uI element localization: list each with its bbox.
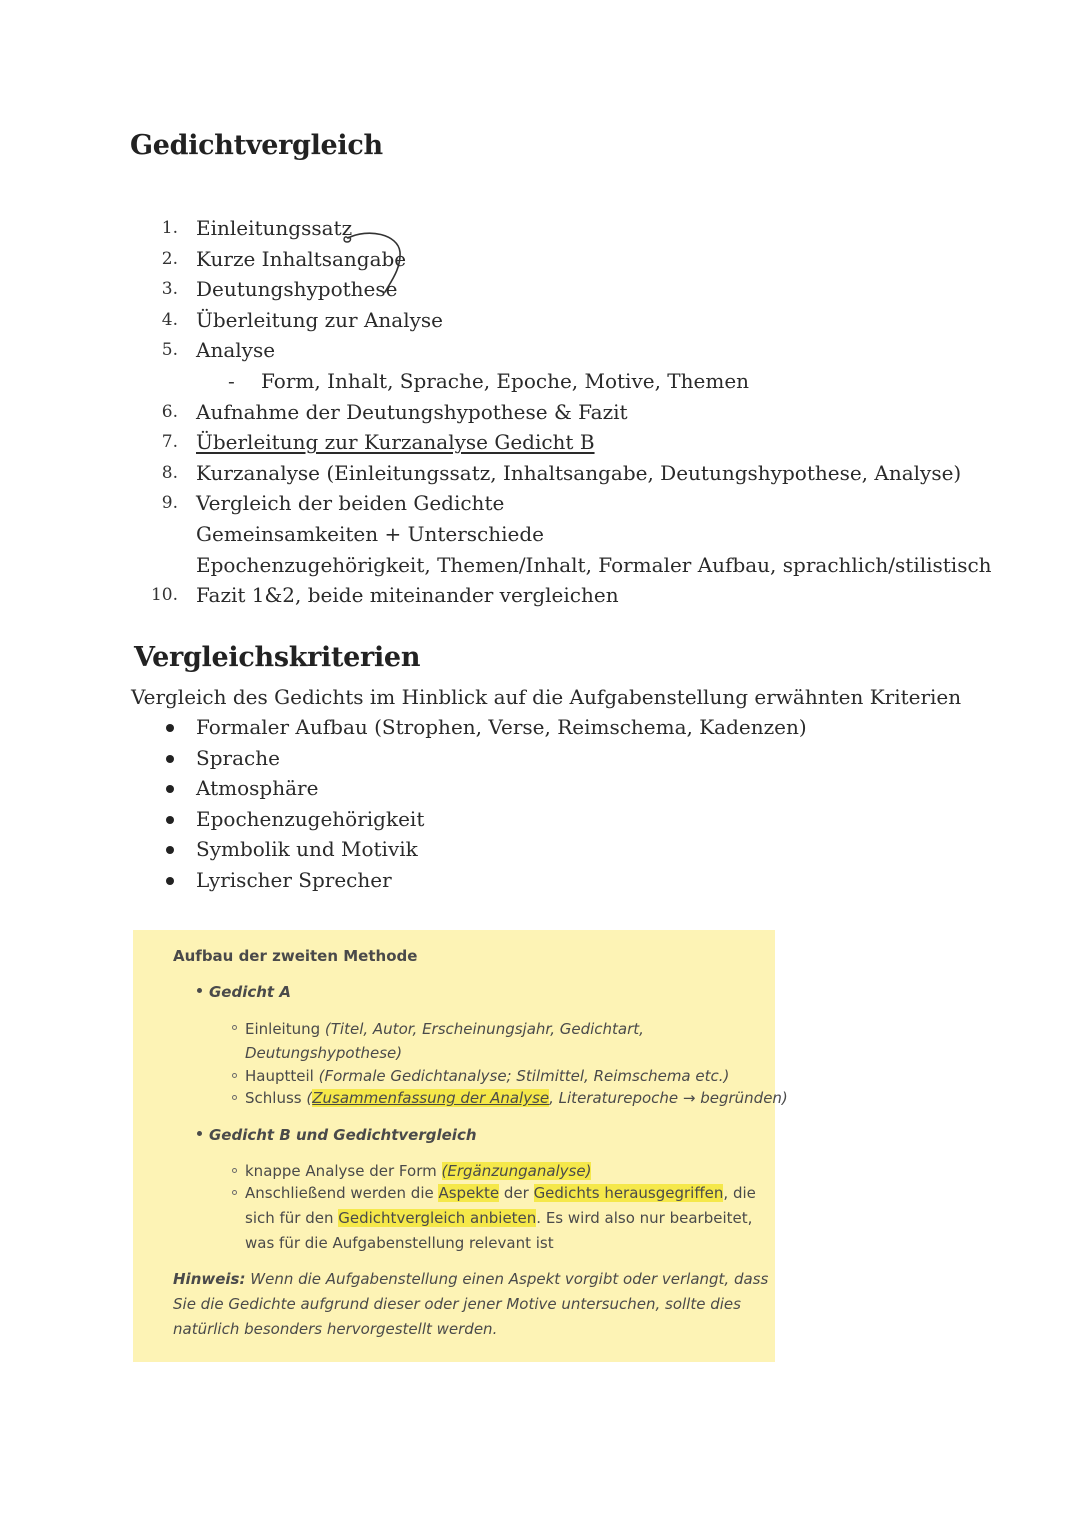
list-text: Kurzanalyse (Einleitungssatz, Inhaltsangabe, Deutungshypothese, Analyse) — [196, 460, 962, 485]
bullet-icon — [166, 755, 174, 763]
bullet-icon — [166, 724, 174, 732]
bullet-icon — [197, 988, 202, 993]
list-number: 6. — [161, 401, 178, 422]
list-text: Analyse — [196, 338, 276, 363]
page-title: Gedichtvergleich — [130, 130, 383, 161]
highlighted-text: Gedichts herausgegriffen — [533, 1184, 724, 1202]
list-item — [0, 712, 1080, 743]
highlighted-text: (Ergänzunganalyse) — [441, 1162, 592, 1180]
aspekte-line — [245, 1181, 756, 1205]
section-intro: Vergleich des Gedichts im Hinblick auf die Aufgabenstellung erwähnten Kriterien — [131, 685, 962, 709]
list-item — [0, 865, 1080, 896]
list-text: Fazit 1&2, beide miteinander vergleichen — [196, 583, 619, 608]
einleitung-detail-continuation: Deutungshypothese) — [245, 1044, 403, 1062]
poem-a-label: Gedicht A — [209, 983, 291, 1001]
schluss-rest: , Literaturepoche → begründen) — [549, 1089, 788, 1107]
criteria-list — [0, 712, 1080, 896]
list-item — [0, 743, 1080, 774]
list-item — [0, 834, 1080, 865]
list-text: Epochenzugehörigkeit — [196, 806, 425, 831]
list-number: 8. — [161, 462, 178, 483]
circle-bullet-icon — [232, 1190, 237, 1195]
highlighted-text: Zusammenfassung der Analyse — [312, 1089, 550, 1107]
hauptteil-line — [245, 1064, 729, 1088]
list-text: Form, Inhalt, Sprache, Epoche, Motive, Themen — [261, 368, 750, 393]
list-number: 5. — [161, 340, 178, 361]
list-item — [0, 274, 1080, 305]
hint-label: Hinweis: — [173, 1270, 246, 1288]
text-segment: Wenn die Aufgabenstellung einen Aspekt vorgibt oder verlangt, dass — [245, 1270, 769, 1288]
list-text: Epochenzugehörigkeit, Themen/Inhalt, Formaler Aufbau, sprachlich/stilistisch — [196, 552, 992, 577]
hauptteil-label: Hauptteil — [245, 1067, 314, 1085]
circle-bullet-icon — [232, 1095, 237, 1100]
list-number: 9. — [161, 493, 178, 514]
list-item — [0, 305, 1080, 336]
list-text: Vergleich der beiden Gedichte — [196, 491, 505, 516]
circle-bullet-icon — [232, 1168, 237, 1173]
text-segment: , die — [723, 1184, 756, 1202]
list-item — [0, 244, 1080, 275]
list-item — [0, 804, 1080, 835]
list-item — [0, 397, 1080, 428]
list-item — [0, 335, 1080, 366]
form-line — [245, 1159, 591, 1183]
text-segment: der — [499, 1184, 534, 1202]
list-number: 2. — [161, 248, 178, 269]
schluss-open: ( — [306, 1089, 313, 1107]
list-number: 3. — [161, 279, 178, 300]
list-item — [0, 427, 1080, 458]
list-text: Überleitung zur Kurzanalyse Gedicht B — [196, 430, 595, 455]
bullet-icon — [166, 877, 174, 885]
hint-line-3: natürlich besonders hervorgestellt werden. — [173, 1320, 498, 1338]
sub-list-item — [0, 366, 1080, 397]
hint-line-1 — [173, 1267, 768, 1291]
highlighted-text: Aspekte — [438, 1184, 500, 1202]
poem-b-label: Gedicht B und Gedichtvergleich — [209, 1126, 477, 1144]
hint-line-2: Sie die Gedichte aufgrund dieser oder jener Motive untersuchen, sollte dies — [173, 1295, 741, 1313]
highlighted-text: Gedichtvergleich anbieten — [338, 1209, 537, 1227]
circle-bullet-icon — [232, 1073, 237, 1078]
list-item — [0, 488, 1080, 519]
einleitung-detail: (Titel, Autor, Erscheinungsjahr, Gedichtart, — [324, 1020, 644, 1038]
text-segment: Anschließend werden die — [245, 1184, 439, 1202]
schluss-line — [245, 1086, 788, 1110]
list-number: 7. — [161, 432, 178, 453]
einleitung-label: Einleitung — [245, 1020, 321, 1038]
note-box — [133, 930, 788, 1362]
form-text: knappe Analyse der Form — [245, 1162, 437, 1180]
list-item — [0, 773, 1080, 804]
list-item — [0, 458, 1080, 489]
list-item — [0, 213, 1080, 244]
list-item-continuation — [0, 519, 1080, 550]
bullet-icon — [166, 785, 174, 793]
list-text: Gemeinsamkeiten + Unterschiede — [196, 521, 545, 546]
aspekte-line-3: was für die Aufgabenstellung relevant ist — [245, 1234, 554, 1252]
list-number: 10. — [150, 585, 178, 606]
circle-bullet-icon — [232, 1025, 237, 1030]
list-number: 4. — [161, 309, 178, 330]
list-text: Deutungshypothese — [196, 277, 398, 302]
list-text: Symbolik und Motivik — [196, 837, 418, 862]
list-text: Einleitungssatz — [196, 216, 353, 240]
dash-marker: - — [228, 368, 235, 393]
list-text: Kurze Inhaltsangabe — [196, 246, 407, 271]
text-segment: . Es wird also nur bearbeitet, — [536, 1209, 753, 1227]
list-text: Atmosphäre — [196, 776, 319, 801]
hauptteil-detail: (Formale Gedichtanalyse; Stilmittel, Reimschema etc.) — [318, 1067, 730, 1085]
list-text: Lyrischer Sprecher — [196, 867, 392, 892]
steps-list — [0, 213, 1080, 611]
list-text: Aufnahme der Deutungshypothese & Fazit — [196, 399, 628, 424]
text-segment: sich für den — [245, 1209, 339, 1227]
schluss-label: Schluss — [245, 1089, 302, 1107]
bullet-icon — [166, 816, 174, 824]
list-text: Überleitung zur Analyse — [196, 307, 444, 332]
list-item-continuation — [0, 550, 1080, 581]
note-heading: Aufbau der zweiten Methode — [173, 947, 418, 965]
section-title: Vergleichskriterien — [134, 642, 421, 673]
bullet-icon — [197, 1131, 202, 1136]
curved-arrow-icon — [340, 224, 410, 296]
bullet-icon — [166, 846, 174, 854]
aspekte-line-2 — [245, 1206, 752, 1230]
list-text: Sprache — [196, 745, 280, 770]
list-item — [0, 580, 1080, 611]
einleitung-line — [245, 1017, 644, 1041]
list-text: Formaler Aufbau (Strophen, Verse, Reimschema, Kadenzen) — [196, 715, 807, 739]
list-number: 1. — [161, 218, 178, 238]
